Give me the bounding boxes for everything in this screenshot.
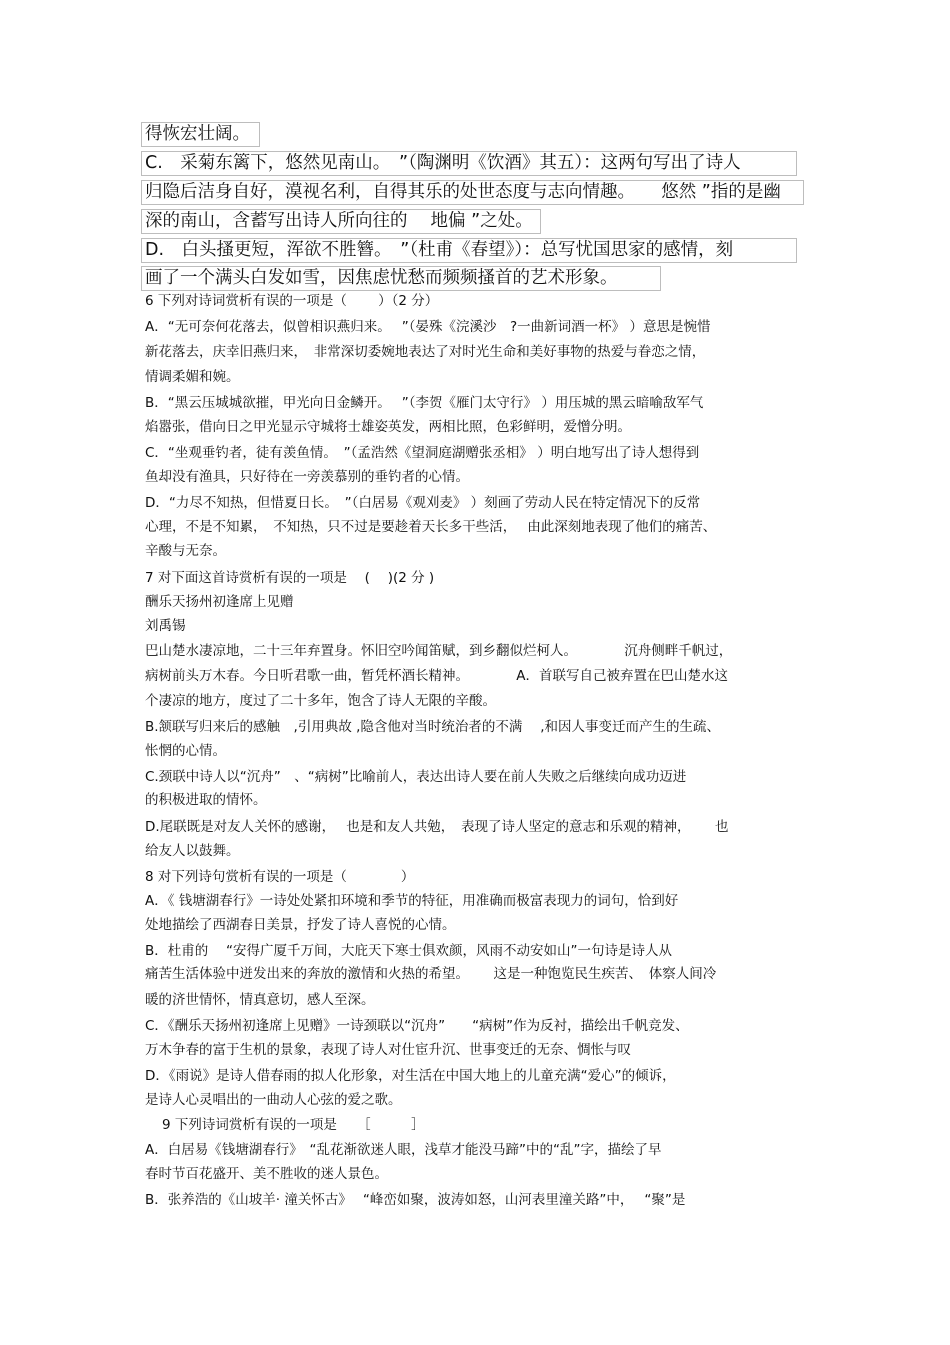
q6-option-d-cont: 心理，不是不知累， 不知热，只不过是要趁着天长多干些活， 由此深刻地表现了他们的痛苦、 [145,519,717,535]
q9-option-b: B．张养浩的《山坡羊· 潼关怀古》 “峰峦如聚，波涛如怒，山河表里潼关路”中， “聚”是 [145,1192,686,1208]
q6-option-d: D．“力尽不知热，但惜夏日长。 ”（白居易《观刈麦》 ）刻画了劳动人民在特定情况下的反常 [145,495,701,511]
q7-option-d: D.尾联既是对友人关怀的感谢， 也是和友人共勉， 表现了诗人坚定的意志和乐观的精神， 也 [145,819,729,835]
option-c-line-3: 深的南山，含蓄写出诗人所向往的 地偏 ”之处。 [145,211,533,231]
q6-option-d-cont: 辛酸与无奈。 [145,543,226,559]
q7-option-d-cont: 给友人以鼓舞。 [145,843,240,859]
q8-option-b-cont: 暖的济世情怀，情真意切，感人至深。 [145,992,375,1008]
q6-option-b-cont: 焰嚣张，借向日之甲光显示守城将士雄姿英发，两相比照，色彩鲜明，爱憎分明。 [145,419,631,435]
option-c-line-2: 归隐后洁身自好，漠视名利，自得其乐的处世态度与志向情趣。 悠然 ”指的是幽 [145,182,781,202]
q6-stem: 6 下列对诗词赏析有误的一项是（ ）（2 分） [145,293,439,309]
q8-option-d: D．《雨说》是诗人借春雨的拟人化形象，对生活在中国大地上的儿童充满“爱心”的倾诉， [145,1068,676,1084]
option-d-line-1: D. 白头搔更短，浑欲不胜簪。 ”（杜甫《春望》）：总写忧国思家的感情，刻 [145,240,734,260]
q7-option-c-cont: 的积极进取的情怀。 [145,792,267,808]
q7-option-b-cont: 怅惘的心情。 [145,743,226,759]
q7-option-a-cont: 个凄凉的地方，度过了二十多年，饱含了诗人无限的辛酸。 [145,693,496,709]
q8-option-d-cont: 是诗人心灵唱出的一曲动人心弦的爱之歌。 [145,1092,402,1108]
q6-option-a-cont: 情调柔媚和婉。 [145,369,240,385]
q7-option-c: C.颈联中诗人以“沉舟” 、“病树”比喻前人，表达出诗人要在前人失败之后继续向成功迈进 [145,769,687,785]
q8-stem: 8 对下列诗句赏析有误的一项是（ ） [145,869,415,885]
q8-option-a: A．《 钱塘湖春行》一诗处处紧扣环境和季节的特征，用准确而极富表现力的词句，恰到好 [145,893,679,909]
q7-option-b: B.颔联写归来后的感触 ,引用典故 ,隐含他对当时统治者的不满 ,和因人事变迁而产生的生疏、 [145,719,721,735]
option-d-line-2: 画了一个满头白发如雪，因焦虑忧愁而频频搔首的艺术形象。 [145,268,618,288]
q7-stem: 7 对下面这首诗赏析有误的一项是 ( )(2 分 ) [145,570,435,586]
q8-option-c: C．《酬乐天扬州初逢席上见赠》一诗颈联以“沉舟” “病树”作为反衬，描绘出千帆竞发、 [145,1018,689,1034]
q7-poem-line: 病树前头万木春。今日听君歌一曲，暂凭杯酒长精神。 A．首联写自己被弃置在巴山楚水这 [145,668,728,684]
q6-option-a: A．“无可奈何花落去，似曾相识燕归来。 ”（晏殊《浣溪沙 ?一曲新词酒一杯》 ）意思是惋惜 [145,319,711,335]
option-b-tail: 得恢宏壮阔。 [145,124,250,144]
q8-option-b: B．杜甫的 “安得广厦千万间，大庇天下寒士俱欢颜，风雨不动安如山”一句诗是诗人从 [145,943,673,959]
q6-option-b: B．“黑云压城城欲摧，甲光向日金鳞开。 ”（李贺《雁门太守行》 ）用压城的黑云暗喻敌军气 [145,395,704,411]
q9-option-a-cont: 春时节百花盛开、美不胜收的迷人景色。 [145,1166,388,1182]
q6-option-c-cont: 鱼却没有渔具，只好待在一旁羡慕别的垂钓者的心情。 [145,469,469,485]
q9-option-a: A．白居易《钱塘湖春行》 “乱花渐欲迷人眼，浅草才能没马蹄”中的“乱”字，描绘了早 [145,1142,662,1158]
q9-stem: 9 下列诗词赏析有误的一项是 ［ ］ [162,1117,425,1133]
q8-option-b-cont: 痛苦生活体验中迸发出来的奔放的激情和火热的希望。 这是一种饱览民生疾苦、 体察人间冷 [145,966,717,982]
q7-poem-title: 酬乐天扬州初逢席上见赠 [145,594,294,610]
q8-option-a-cont: 处地描绘了西湖春日美景，抒发了诗人喜悦的心情。 [145,917,456,933]
q7-poem-author: 刘禹锡 [145,618,186,634]
option-c-line-1: C. 采菊东篱下，悠然见南山。 ”（陶渊明《饮酒》其五）：这两句写出了诗人 [145,153,741,173]
q8-option-c-cont: 万木争春的富于生机的景象，表现了诗人对仕宦升沉、世事变迁的无奈、惆怅与叹 [145,1042,631,1058]
q6-option-a-cont: 新花落去，庆幸旧燕归来， 非常深切委婉地表达了对时光生命和美好事物的热爱与眷恋之情， [145,344,706,360]
q6-option-c: C．“坐观垂钓者，徒有羡鱼情。 ”（孟浩然《望洞庭湖赠张丞相》 ）明白地写出了诗人想得到 [145,445,700,461]
q7-poem-line: 巴山楚水凄凉地，二十三年弃置身。怀旧空吟闻笛赋，到乡翻似烂柯人。 沉舟侧畔千帆过， [145,643,733,659]
